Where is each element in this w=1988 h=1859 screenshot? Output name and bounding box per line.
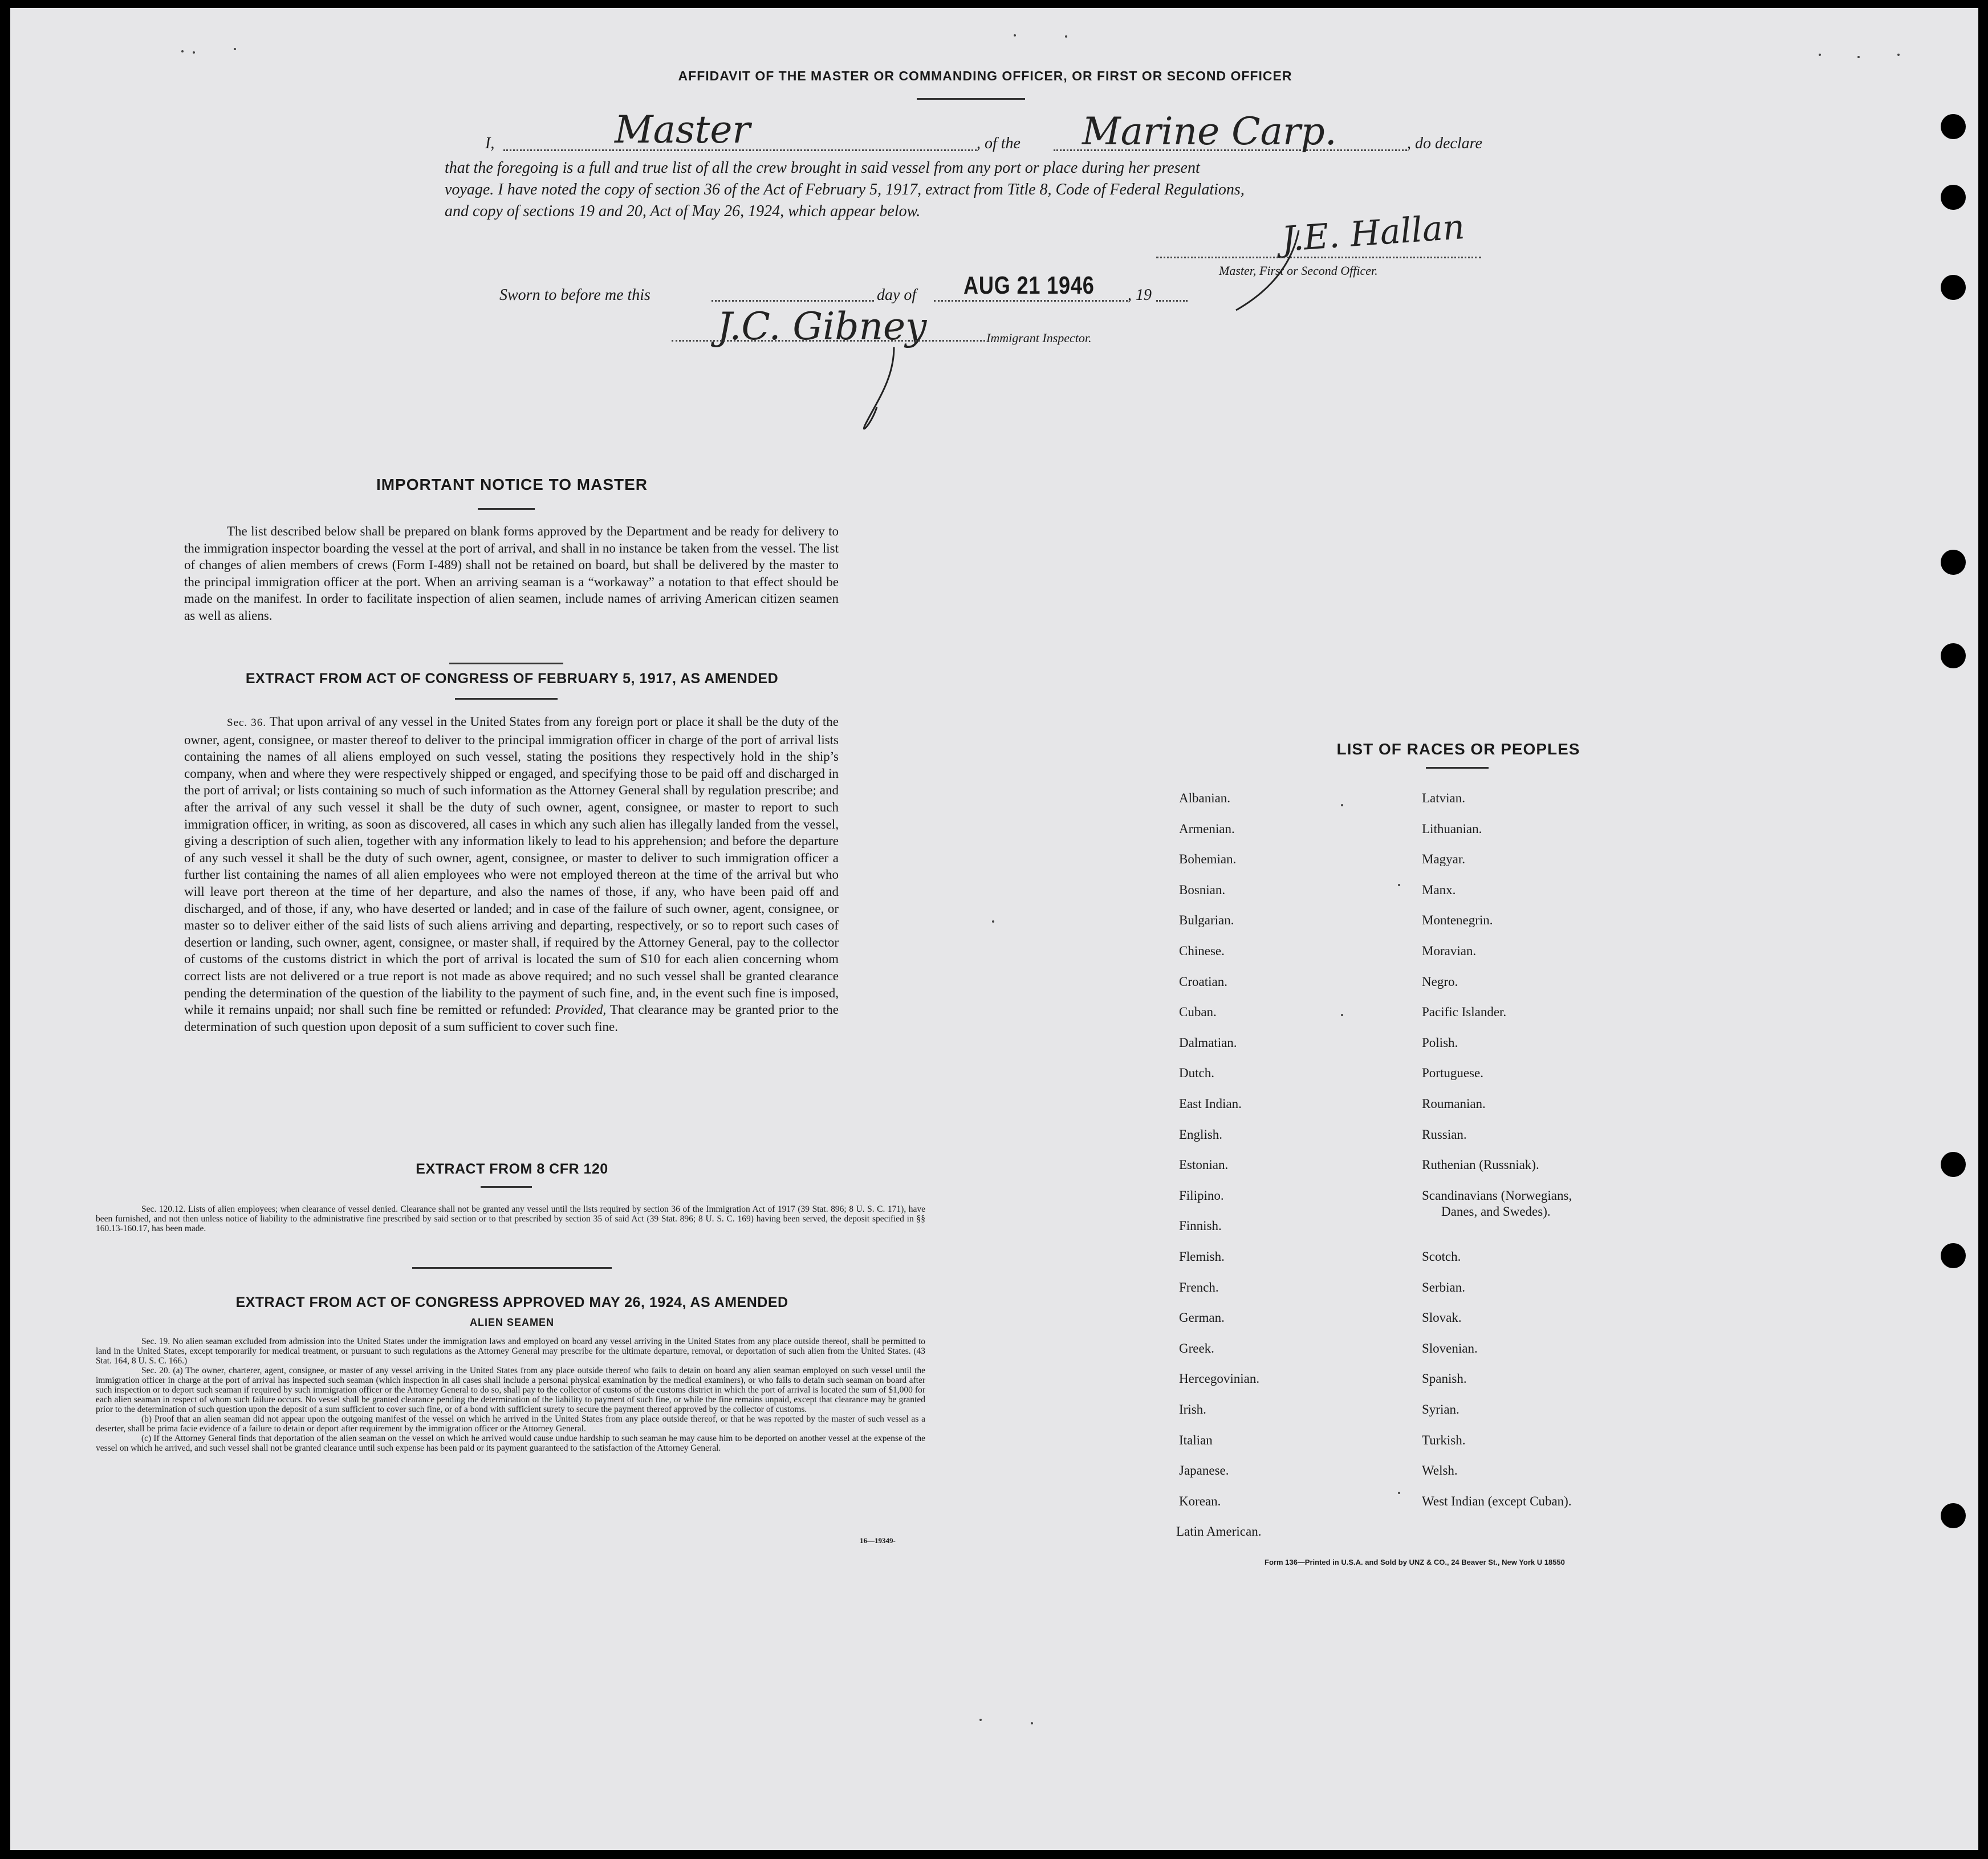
race-item: Korean. (1179, 1493, 1221, 1508)
race-item: Japanese. (1179, 1463, 1229, 1478)
race-item: Welsh. (1422, 1463, 1458, 1478)
sec-20a-text: Sec. 20. (a) The owner, charterer, agent, consignee, or master of any vessel arriving in the United States from any place outside thereof who fails to detain on board any alien seaman employed on such vessel until the immigration officer in charge at the port of arrival has inspected such seaman (which inspection in all cases shall include a personal physical examination by the medical examiners), or who fails to detain such seaman on board after such inspection or to deport such seaman if required by such immigration officer or the Attorney General to do so, shall pay to the collector of customs of the customs district in which the port of arrival is located the sum of $1,000 for each alien seaman in respect of whom such failure occurs. No vessel shall be granted clearance pending the determination of the liability to payment of such fine, or while the fine remains unpaid, except that clearance may be granted prior to the determination of such question upon the deposit of a sum sufficient to cover such fine, or of a bond with sufficient surety to secure the payment thereof approved by the collector of customs. (96, 1366, 925, 1414)
scan-speck (1341, 804, 1343, 806)
affidavit-line-3: and copy of sections 19 and 20, Act of May 26, 1924, which appear below. (445, 202, 921, 220)
scan-speck (1398, 884, 1400, 886)
race-item: Spanish. (1422, 1371, 1467, 1386)
race-item: Albanian. (1179, 791, 1231, 805)
race-item: Syrian. (1422, 1402, 1460, 1416)
extract-1917-title: EXTRACT FROM ACT OF CONGRESS OF FEBRUARY 5, 1917, AS AMENDED (245, 671, 779, 687)
race-item: Dalmatian. (1179, 1035, 1237, 1050)
race-item: Turkish. (1422, 1432, 1466, 1447)
affidavit-do-declare: , do declare (1407, 135, 1482, 152)
sec-36-body: That upon arrival of any vessel in the United States from any foreign port or place it shall be the duty of the owner, agent, consignee, or master thereof to deliver to the principal immigration officer in charge of the port of arrival lists containing the names of all aliens employed on such vessel, stating the positions they respectively hold in the ship’s company, when and where they were respectively shipped or engaged, and specifying those to be paid off and discharged in the port of arrival; or lists containing so much of such information as the Attorney General shall by regulation prescribe; and after the arrival of any such vessel it shall be the duty of such owner, agent, consignee, or master to report to such immigration officer, in writing, as soon as discovered, all cases in which any such alien has illegally landed from the vessel, giving a description of such alien, together with any information likely to lead to his apprehension; and before the departure of any such vessel it shall be the duty of such owner, agent, consignee, or master to deliver to such immigration officer a further list containing the names of all alien employees who were not employed thereon at the time of the arrival but who will leave port thereon at the time of her departure, and also the names of those, if any, who have been paid off and discharged, and of those, if any, who have deserted or landed; and in case of the failure of such owner, agent, consignee, or master so to deliver either of the said lists of such aliens arriving and departing, respectively, or so to report such cases of desertion or landing, such owner, agent, consignee, or master shall, if required by the Attorney General, pay to the collector of customs of the customs district in which the port of arrival is located the sum of $10 for each alien concerning whom correct lists are not delivered or a true report is not made as above required; and no such vessel shall be granted clearance pending the determination of the question of the liability to the payment of such fine, and, in the event such fine is imposed, while it remains unpaid; nor shall such fine be remitted or refunded: (184, 715, 839, 1017)
affidavit-title: AFFIDAVIT OF THE MASTER OR COMMANDING OFFICER, OR FIRST OR SECOND OFFICER (678, 68, 1292, 83)
officer-label: Master, First or Second Officer. (1219, 263, 1378, 278)
race-item: Scotch. (1422, 1249, 1461, 1264)
notice-body (184, 523, 839, 624)
extract-1924-title: EXTRACT FROM ACT OF CONGRESS APPROVED MAY 26, 1924, AS AMENDED (235, 1294, 788, 1310)
scan-speck (234, 48, 236, 50)
extract-1924-subtitle: ALIEN SEAMEN (469, 1317, 554, 1328)
sworn-label: Sworn to before me this (499, 286, 651, 304)
race-item: Slovak. (1422, 1310, 1462, 1325)
race-item: Croatian. (1179, 974, 1227, 989)
extract-1917-text (184, 713, 839, 1035)
form-printer-note: Form 136—Printed in U.S.A. and Sold by UNZ & CO., 24 Beaver St., New York U 18550 (1265, 1558, 1565, 1566)
punch-hole (1941, 643, 1966, 668)
race-item: Estonian. (1179, 1158, 1229, 1172)
inspector-signature-line (672, 340, 985, 342)
sec-36-end: That clearance may be granted prior to the determination of such question upon deposit of a sum sufficient to cover such fine. (184, 1002, 839, 1034)
scan-speck (1819, 54, 1821, 56)
race-item: Bosnian. (1179, 882, 1226, 897)
race-item: Russian. (1422, 1127, 1467, 1142)
race-item: Roumanian. (1422, 1097, 1486, 1111)
race-item: Ruthenian (Russniak). (1422, 1158, 1539, 1172)
officer-signature: J.E. Hallan (1280, 206, 1466, 260)
title-divider (917, 98, 1025, 100)
race-item: Negro. (1422, 974, 1458, 989)
extract-1917-divider (455, 698, 558, 700)
race-item: Italian (1179, 1432, 1213, 1447)
race-item: Montenegrin. (1422, 913, 1493, 928)
race-item: Polish. (1422, 1035, 1458, 1050)
race-item: West Indian (except Cuban). (1422, 1493, 1572, 1508)
punch-hole (1941, 114, 1966, 139)
affidavit-line-2: voyage. I have noted the copy of section 36 of the Act of February 5, 1917, extract from Title 8, Code of Federal Regulations, (445, 181, 1245, 198)
affidavit-i-label: I, (485, 135, 495, 152)
race-item: Magyar. (1422, 852, 1466, 867)
races-divider (1426, 767, 1489, 769)
punch-hole (1941, 185, 1966, 210)
race-item: Serbian. (1422, 1280, 1466, 1294)
date-stamp: AUG 21 1946 (963, 271, 1095, 299)
race-item: Lithuanian. (1422, 821, 1482, 836)
race-item: Danes, and Swedes). (1441, 1204, 1551, 1219)
race-item: Slovenian. (1422, 1341, 1478, 1355)
race-item: Bulgarian. (1179, 913, 1234, 928)
race-item: Latin American. (1176, 1524, 1262, 1539)
extract-1924-body (96, 1337, 925, 1453)
race-item: Moravian. (1422, 944, 1477, 958)
inspector-signature: J.C. Gibney (717, 305, 927, 348)
affidavit-line-1: that the foregoing is a full and true list of all the crew brought in said vessel from any port or place during her present (445, 159, 1200, 177)
race-item: Flemish. (1179, 1249, 1225, 1264)
notice-divider (478, 508, 535, 510)
race-item: English. (1179, 1127, 1223, 1142)
race-item: Bohemian. (1179, 852, 1237, 867)
notice-title: IMPORTANT NOTICE TO MASTER (376, 476, 648, 493)
scan-speck (181, 50, 184, 52)
extract-cfr-body (96, 1204, 925, 1233)
scan-speck (1065, 35, 1067, 38)
extract-1917-body (184, 713, 839, 1035)
officer-signature-line (1156, 257, 1481, 258)
race-item: Cuban. (1179, 1005, 1217, 1020)
sec-19-text: Sec. 19. No alien seaman excluded from admission into the United States under the immigration laws and employed on board any vessel arriving in the United States from any place outside thereof, shall be permitted to land in the United States, except temporarily for medical treatment, or pursuant to such regulations as the Attorney General may prescribe for the ultimate departure, removal, or deportation of such alien from the United States. (43 Stat. 164, 8 U. S. C. 166.) (96, 1337, 925, 1366)
races-title: LIST OF RACES OR PEOPLES (1336, 740, 1580, 758)
year-line (1156, 300, 1188, 302)
punch-hole (1941, 1152, 1966, 1177)
race-item: Greek. (1179, 1341, 1214, 1355)
vessel-name-handwritten: Marine Carp. (1082, 109, 1337, 153)
race-item: Filipino. (1179, 1188, 1224, 1203)
punch-hole (1941, 1503, 1966, 1528)
document-page (10, 8, 1978, 1850)
day-of-label: day of (877, 286, 917, 304)
inspector-label: Immigrant Inspector. (986, 331, 1092, 345)
sworn-month-line (934, 300, 1128, 302)
extract-cfr-title: EXTRACT FROM 8 CFR 120 (416, 1161, 608, 1177)
affidavit-statement (445, 157, 1517, 222)
notice-end-divider (449, 663, 563, 664)
race-item: Hercegovinian. (1179, 1371, 1260, 1386)
scan-speck (1031, 1722, 1033, 1724)
affidavit-of-the-label: , of the (977, 135, 1021, 152)
signature-flourish (1230, 225, 1310, 316)
notice-text: The list described below shall be prepared on blank forms approved by the Department and be ready for delivery to the immigration inspector boarding the vessel at the port of arrival, and shall in no instance be taken from the vessel. The list of changes of alien members of crews (Form I-489) shall not be retained on board, but shall be delivered by the master to the principal immigration officer at the port. When an arriving seaman is a “workaway” a notation to that effect should be made on the manifest. In order to facilitate inspection of alien seamen, include names of arriving American citizen seamen as well as aliens. (184, 524, 839, 623)
punch-hole (1941, 275, 1966, 300)
race-item: East Indian. (1179, 1097, 1242, 1111)
punch-hole (1941, 550, 1966, 575)
scan-speck (1897, 54, 1900, 56)
scan-speck (1857, 56, 1860, 58)
race-item: Dutch. (1179, 1066, 1214, 1081)
year-label: , 19 (1128, 286, 1152, 304)
race-item: Latvian. (1422, 791, 1465, 805)
race-item: Chinese. (1179, 944, 1225, 958)
scan-speck (1341, 1014, 1343, 1016)
master-name-handwritten: Master (615, 108, 750, 152)
scan-speck (992, 920, 994, 923)
race-item: Finnish. (1179, 1219, 1222, 1233)
scan-speck (979, 1719, 982, 1721)
sec-20c-text: (c) If the Attorney General finds that deportation of the alien seaman on the vessel on which he arrived would cause undue hardship to such seaman he may cause him to be deported on another vessel at the expense of the vessel on which he arrived, and such vessel shall not be granted clearance until such expense has been paid or its payment guaranteed to the satisfaction of the Attorney General. (96, 1434, 925, 1453)
extract-cfr-divider (481, 1186, 532, 1188)
race-item: Irish. (1179, 1402, 1206, 1416)
scan-speck (1014, 34, 1016, 36)
scan-speck (193, 51, 195, 54)
race-item: French. (1179, 1280, 1219, 1294)
form-code: 16—19349- (860, 1536, 896, 1545)
sec-20b-text: (b) Proof that an alien seaman did not appear upon the outgoing manifest of the vessel on which he arrived in the United States from any place outside thereof, or that he was reported by the master of such vessel as a deserter, shall be prima facie evidence of a failure to detain or deport after requirement by the immigration officer or the Attorney General. (96, 1414, 925, 1434)
provided-label: Provided, (555, 1002, 607, 1017)
punch-hole (1941, 1243, 1966, 1268)
extract-cfr-end-divider (412, 1267, 612, 1269)
race-item: Pacific Islander. (1422, 1005, 1507, 1020)
sworn-day-line (712, 300, 874, 302)
race-item: Manx. (1422, 882, 1456, 897)
scan-speck (1398, 1492, 1400, 1494)
race-item: Portuguese. (1422, 1066, 1483, 1081)
extract-cfr-text: Sec. 120.12. Lists of alien employees; when clearance of vessel denied. Clearance shall not be granted any vessel until the lists required by section 36 of the Immigration Act of 1917 (39 Stat. 896; 8 U. S. C. 171), have been furnished, and not then unless notice of liability to the administrative fine prescribed by said section or to that prescribed by section 35 of said Act (39 Stat. 896; 8 U. S. C. 169) having been served, the deposit specified in §§ 160.13-160.17, has been made. (96, 1204, 925, 1233)
race-item: German. (1179, 1310, 1225, 1325)
race-item: Armenian. (1179, 821, 1235, 836)
sec-36-label: Sec. 36. (227, 717, 267, 729)
inspector-flourish (854, 344, 905, 436)
race-item: Scandinavians (Norwegians, (1422, 1188, 1572, 1203)
